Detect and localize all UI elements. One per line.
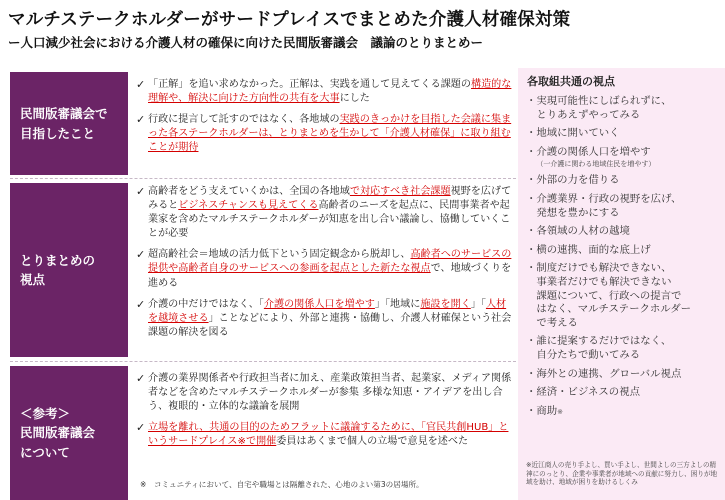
perspective-text xyxy=(536,262,721,330)
check-icon: ✓ xyxy=(136,185,146,198)
perspective-label: 地域に開いていく xyxy=(536,127,620,140)
emphasis-text: 高齢者へのサービスの提供や高齢者自身のサービスへの参画を起点とした新たな視点 xyxy=(148,249,512,275)
bullet-text xyxy=(148,248,512,290)
section-content-goals xyxy=(136,78,512,162)
perspective-text xyxy=(536,127,721,141)
perspective-text xyxy=(536,193,721,220)
perspective-subnote: （一介護に関わる地域住民を増やす） xyxy=(536,160,656,169)
perspective-label: 外部の力を借りる xyxy=(536,174,620,187)
section-label-text: とりまとめの 視点 xyxy=(20,252,96,287)
emphasis-text: 構造的な理解や、解決に向けた方向性の共有を大事 xyxy=(148,79,512,105)
bullet-dot-icon: ・ xyxy=(526,192,537,205)
bullet-dot-icon: ・ xyxy=(526,335,537,348)
bullet-dot-icon: ・ xyxy=(526,225,537,238)
check-icon: ✓ xyxy=(136,113,146,127)
perspective-label: 経済・ビジネスの視点 xyxy=(536,386,640,399)
body-text: 視野を広げてみると xyxy=(148,186,512,212)
emphasis-text: 人材を越境させる xyxy=(148,298,507,324)
perspective-text xyxy=(536,335,721,362)
perspective-text xyxy=(536,174,721,188)
body-text: 」ことなどにより、外部と連携・協働し、介護人材確保という社会課題の解決を図る xyxy=(148,312,512,338)
panel-title: 各取組共通の視点 xyxy=(527,75,615,88)
bullet-text xyxy=(148,185,512,241)
emphasis-text: で対応すべき社会課題 xyxy=(349,186,451,197)
perspective-label: 介護業界・行政の視野を広げ、 発想を豊かにする xyxy=(536,192,682,219)
bullet-dot-icon: ・ xyxy=(526,262,537,275)
section-label-text: 民間版審議会で 目指したこと xyxy=(20,106,108,141)
body-text: 介護の業界関係者や行政担当者に加え、産業政策担当者、起業家、メディア関係者などを含めたマルチステークホルダーが参集 多様な知恵・アイデアを出し合う、複眼的・立体的な議論を展開 xyxy=(148,373,512,413)
emphasis-text: 実践のきっかけを目指した会議に集まった各ステークホルダーは、とりまとめを生かして「介護人材確保」に取り組むことが期待 xyxy=(148,114,512,154)
perspective-item xyxy=(526,174,721,188)
body-text: 介護の中だけではなく、「 xyxy=(148,298,264,310)
bullet-text xyxy=(148,372,512,414)
body-text: 高齢者をどう支えていくかは、全国の各地域 xyxy=(148,186,350,197)
perspective-item xyxy=(526,193,721,220)
perspective-text xyxy=(536,405,721,420)
body-text: 」「地域に xyxy=(374,298,421,310)
perspective-item xyxy=(526,244,721,258)
check-icon: ✓ xyxy=(136,78,146,91)
bullet-item xyxy=(136,298,512,340)
common-perspectives-panel xyxy=(518,68,725,500)
body-text: 行政に提言して託すのではなく、各地域の xyxy=(148,114,340,126)
section-label-reference xyxy=(10,366,128,500)
bullet-item xyxy=(136,185,512,241)
bullet-dot-icon: ・ xyxy=(526,174,537,187)
perspective-text xyxy=(536,146,721,170)
perspective-label: 実現可能性にしばられずに、 とりあえずやってみる xyxy=(536,95,672,121)
bullet-item xyxy=(136,372,512,414)
perspective-list xyxy=(526,95,721,424)
bullet-item xyxy=(136,113,512,155)
bullet-text xyxy=(148,421,512,449)
bullet-text xyxy=(148,78,512,106)
panel-footnote: ※近江商人の売り手よし、買い手よし、世間よしの三方よしの精神にのっとり、企業や事業者が地域への貢献に努力し、困りが地域を助け、地域が困りを助けるしくみ xyxy=(526,461,718,487)
perspective-label: 各領域の人材の越境 xyxy=(536,225,630,238)
bullet-item xyxy=(136,421,512,449)
bullet-dot-icon: ・ xyxy=(526,243,537,256)
bullet-item xyxy=(136,248,512,290)
perspective-label: 商助 xyxy=(536,404,558,417)
check-icon: ✓ xyxy=(136,372,146,385)
perspective-label: 横の連携、面的な底上げ xyxy=(536,243,651,256)
perspective-label: 海外との連携、グローバル視点 xyxy=(536,367,682,380)
bullet-dot-icon: ・ xyxy=(526,145,537,158)
bullet-dot-icon: ・ xyxy=(526,95,537,107)
bullet-item xyxy=(136,78,512,106)
perspective-item xyxy=(526,405,721,420)
check-icon: ✓ xyxy=(136,297,146,311)
body-text: 委員はあくまで個人の立場で意見を述べた xyxy=(276,436,469,448)
section-divider xyxy=(10,361,516,362)
perspective-text xyxy=(536,368,721,382)
perspective-item xyxy=(526,146,721,170)
perspective-label: 介護の関係人口を増やす xyxy=(536,145,651,158)
perspective-label: 誰に提案するだけではなく、 自分たちで動いてみる xyxy=(536,335,672,361)
section-content-reference xyxy=(136,372,512,456)
section-label-text: ＜参考＞ 民間版審議会 について xyxy=(20,405,96,460)
check-icon: ✓ xyxy=(136,248,146,262)
emphasis-text: 施設を開く xyxy=(420,298,471,310)
body-text: 超高齢社会＝地域の活力低下という固定観念から脱却し、 xyxy=(148,249,411,261)
footnote: ※ コミュニティにおいて、自宅や職場とは隔離された、心地のよい第3の居場所。 xyxy=(140,480,424,489)
section-label-goals xyxy=(10,72,128,175)
perspective-item xyxy=(526,127,721,141)
reference-mark: ※ xyxy=(557,407,564,416)
bullet-text xyxy=(148,113,512,155)
page-subtitle: ー人口減少社会における介護人材の確保に向けた民間版審議会 議論のとりまとめー xyxy=(8,35,484,50)
perspective-item xyxy=(526,95,721,122)
perspective-item xyxy=(526,335,721,362)
perspective-item xyxy=(526,386,721,400)
body-text: 」「 xyxy=(470,298,486,310)
emphasis-text: 立場を離れ、共通の目的のためフラットに議論するために、「官民共創HUB」というサードプレイス※で開催 xyxy=(148,422,509,448)
page-title: マルチステークホルダーがサードプレイスでまとめた介護人材確保対策 xyxy=(8,10,571,30)
bullet-dot-icon: ・ xyxy=(526,367,537,380)
body-text: にした xyxy=(339,93,370,105)
perspective-text xyxy=(536,225,721,239)
section-divider xyxy=(10,178,516,179)
section-label-perspective xyxy=(10,183,128,357)
bullet-dot-icon: ・ xyxy=(526,127,537,140)
bullet-text xyxy=(148,298,512,340)
perspective-item xyxy=(526,262,721,330)
perspective-text xyxy=(536,244,721,258)
perspective-item xyxy=(526,225,721,239)
body-text: 高齢者のニーズを起点に、民間事業者や起業家を含めたマルチステークホルダーが知恵を出し合い議論し、協働していくことが必要 xyxy=(148,200,511,240)
bullet-dot-icon: ・ xyxy=(526,386,537,399)
check-icon: ✓ xyxy=(136,421,146,435)
emphasis-text: ビジネスチャンスも見えてくる xyxy=(178,200,319,212)
perspective-item xyxy=(526,368,721,382)
perspective-text xyxy=(536,95,721,122)
section-content-perspective xyxy=(136,185,512,347)
perspective-label: 制度だけでも解決できない、 事業者だけでも解決できない 課題について、行政への提言で はなく、マルチステークホルダー で考える xyxy=(536,262,692,329)
body-text: 「正解」を追い求めなかった。正解は、実践を通して見えてくる課題の xyxy=(148,79,471,90)
bullet-dot-icon: ・ xyxy=(526,404,537,417)
perspective-text xyxy=(536,386,721,400)
emphasis-text: 介護の関係人口を増やす xyxy=(263,298,375,310)
body-text: で、地域づくりを進める xyxy=(148,263,512,289)
